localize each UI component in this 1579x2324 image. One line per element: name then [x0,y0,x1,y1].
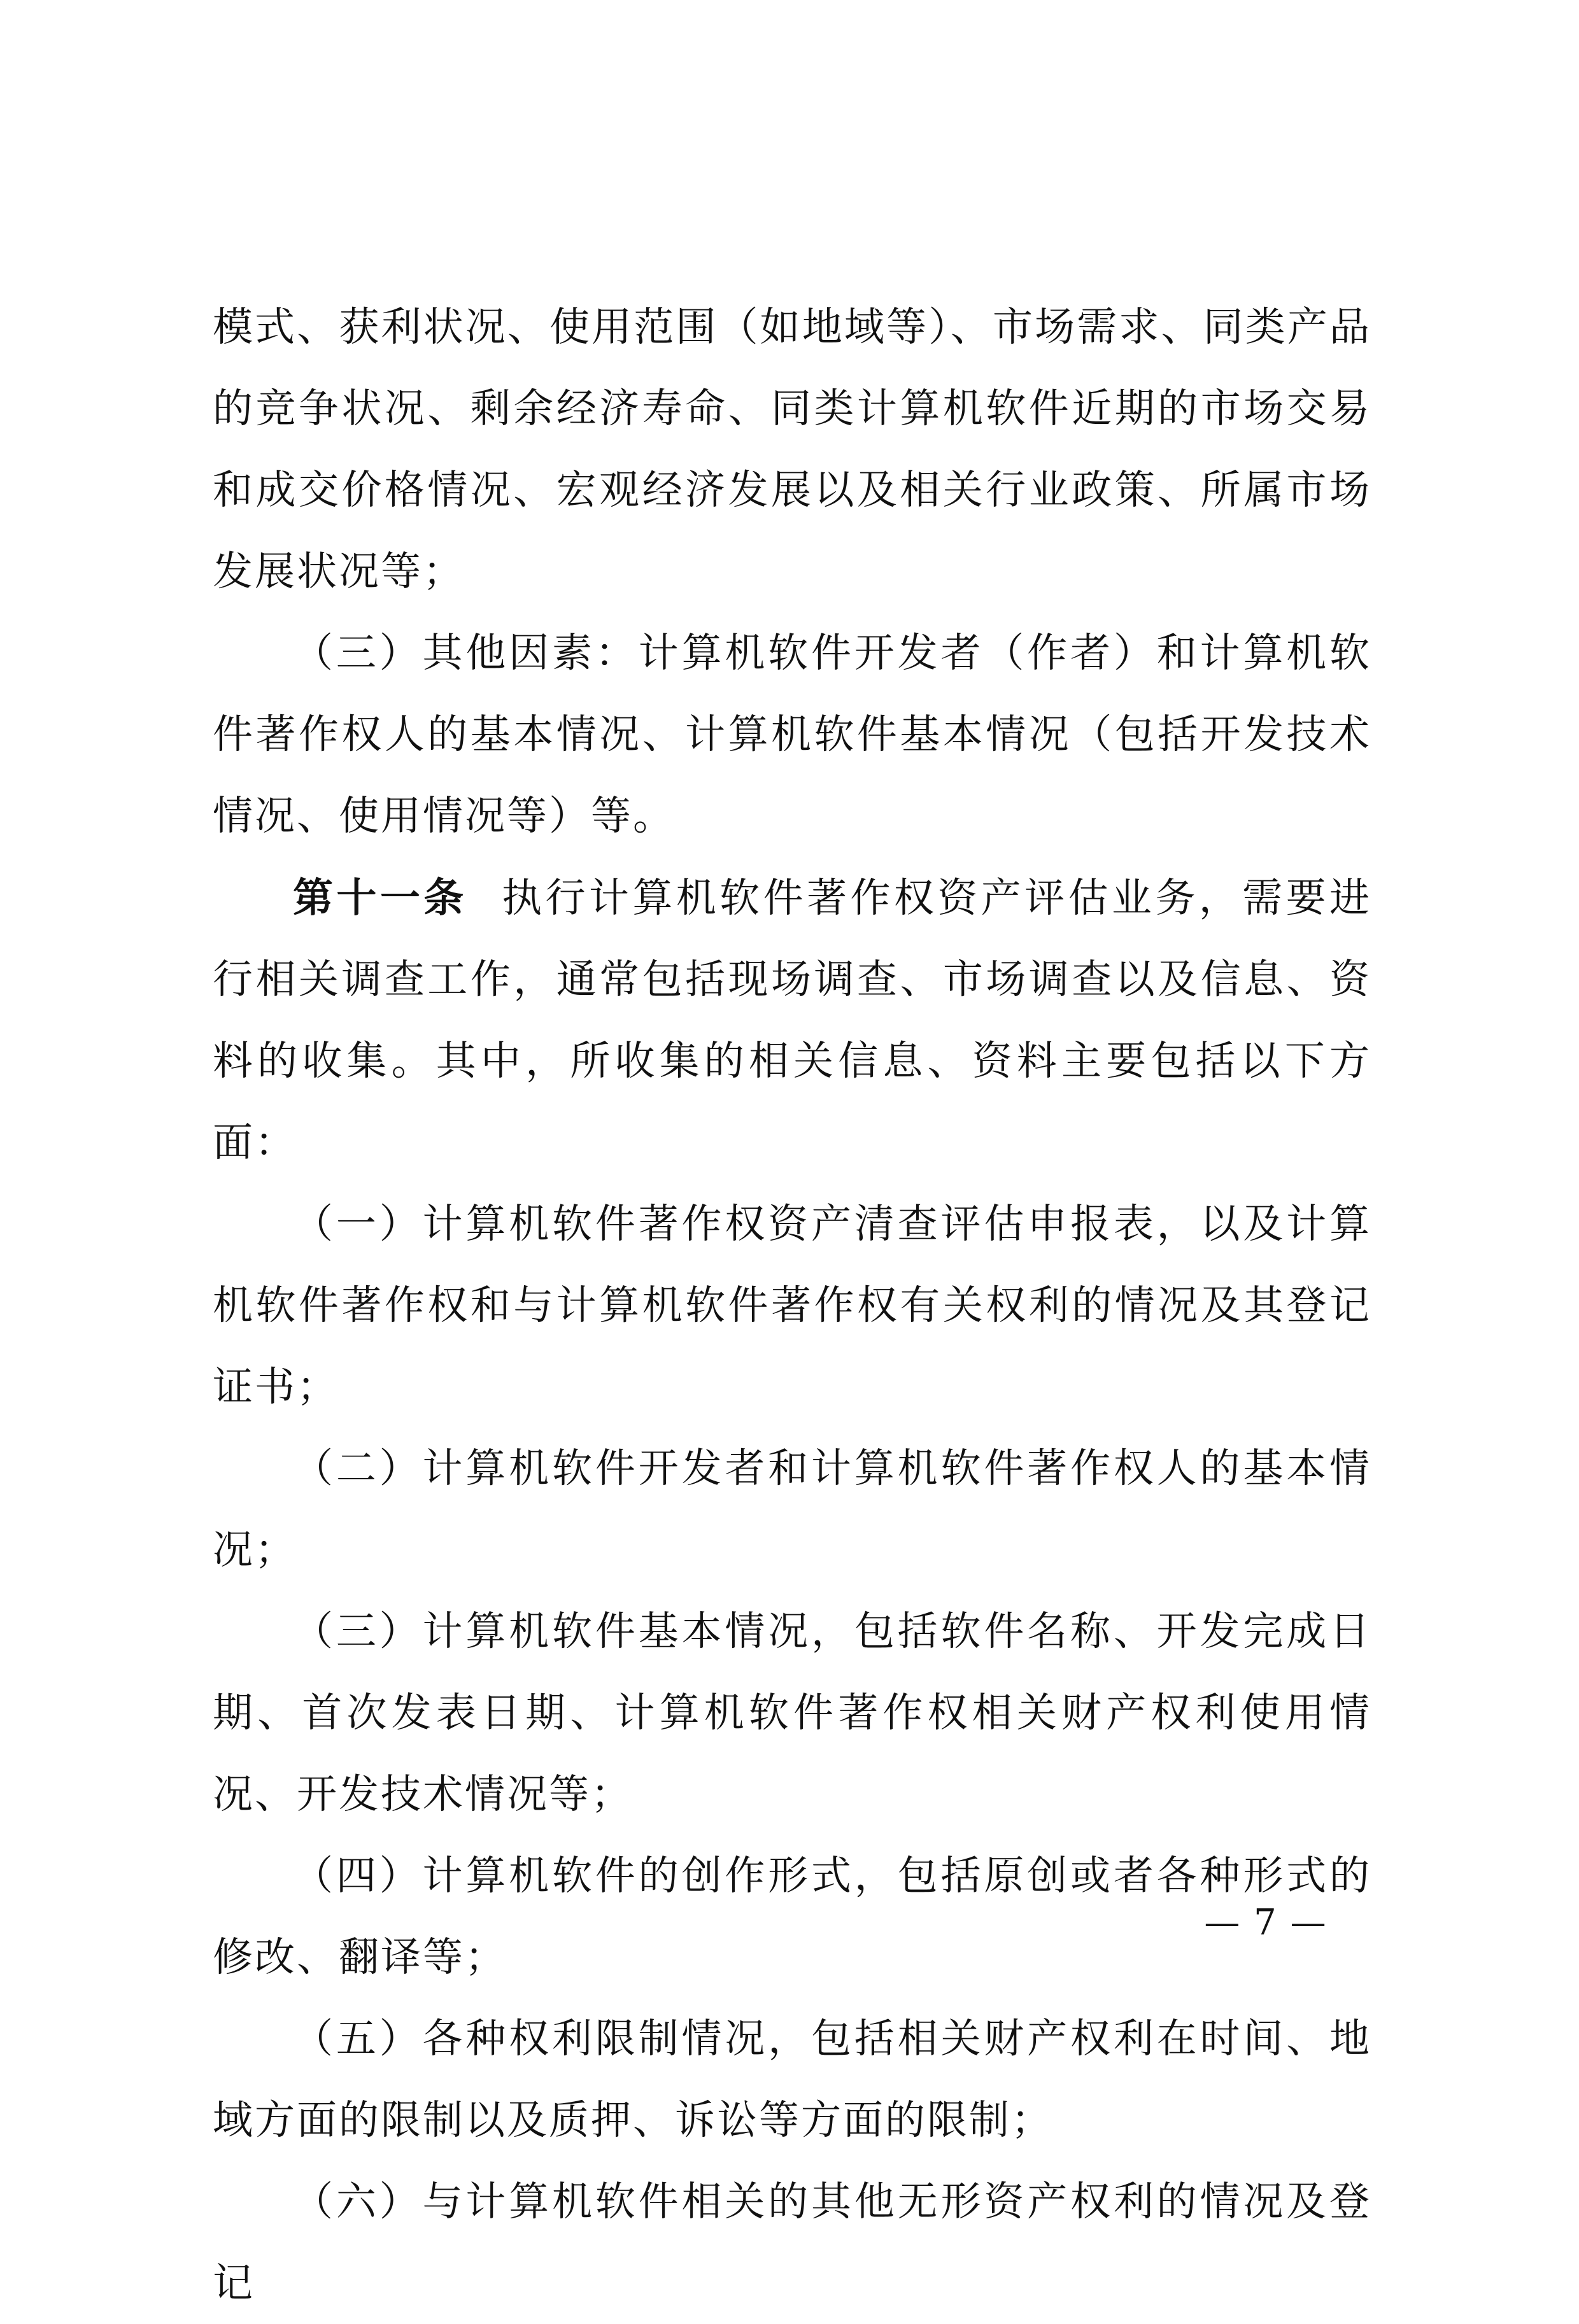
list-item-3: （三）计算机软件基本情况，包括软件名称、开发完成日期、首次发表日期、计算机软件著作权相关财产权利使用情况、开发技术情况等； [213,1608,1371,1817]
body-text [213,286,1371,2324]
page-number: — 7 — [1204,1902,1328,1943]
list-item-2: （二）计算机软件开发者和计算机软件著作权人的基本情况； [213,1445,1371,1573]
paragraph-market-factors: 模式、获利状况、使用范围（如地域等）、市场需求、同类产品的竞争状况、剩余经济寿命、同类计算机软件近期的市场交易和成交价格情况、宏观经济发展以及相关行业政策、所属市场发展状况等； [213,304,1371,595]
article-label: 第十一条 [293,874,467,921]
list-item-6: （六）与计算机软件相关的其他无形资产权利的情况及登记 [213,2178,1371,2306]
article-text: 执行计算机软件著作权资产评估业务，需要进行相关调查工作，通常包括现场调查、市场调查以及信息、资料的收集。其中，所收集的相关信息、资料主要包括以下方面： [213,875,1372,1166]
article-11-paragraph [213,857,1371,1183]
list-item-5: （五）各种权利限制情况，包括相关财产权利在时间、地域方面的限制以及质押、诉讼等方面的限制； [213,2015,1371,2143]
paragraph-other-factors: （三）其他因素：计算机软件开发者（作者）和计算机软件著作权人的基本情况、计算机软件基本情况（包括开发技术情况、使用情况等）等。 [213,630,1371,839]
list-item-1: （一）计算机软件著作权资产清查评估申报表，以及计算机软件著作权和与计算机软件著作权有关权利的情况及其登记证书； [213,1201,1371,1410]
list-item-4: （四）计算机软件的创作形式，包括原创或者各种形式的修改、翻译等； [213,1852,1371,1980]
